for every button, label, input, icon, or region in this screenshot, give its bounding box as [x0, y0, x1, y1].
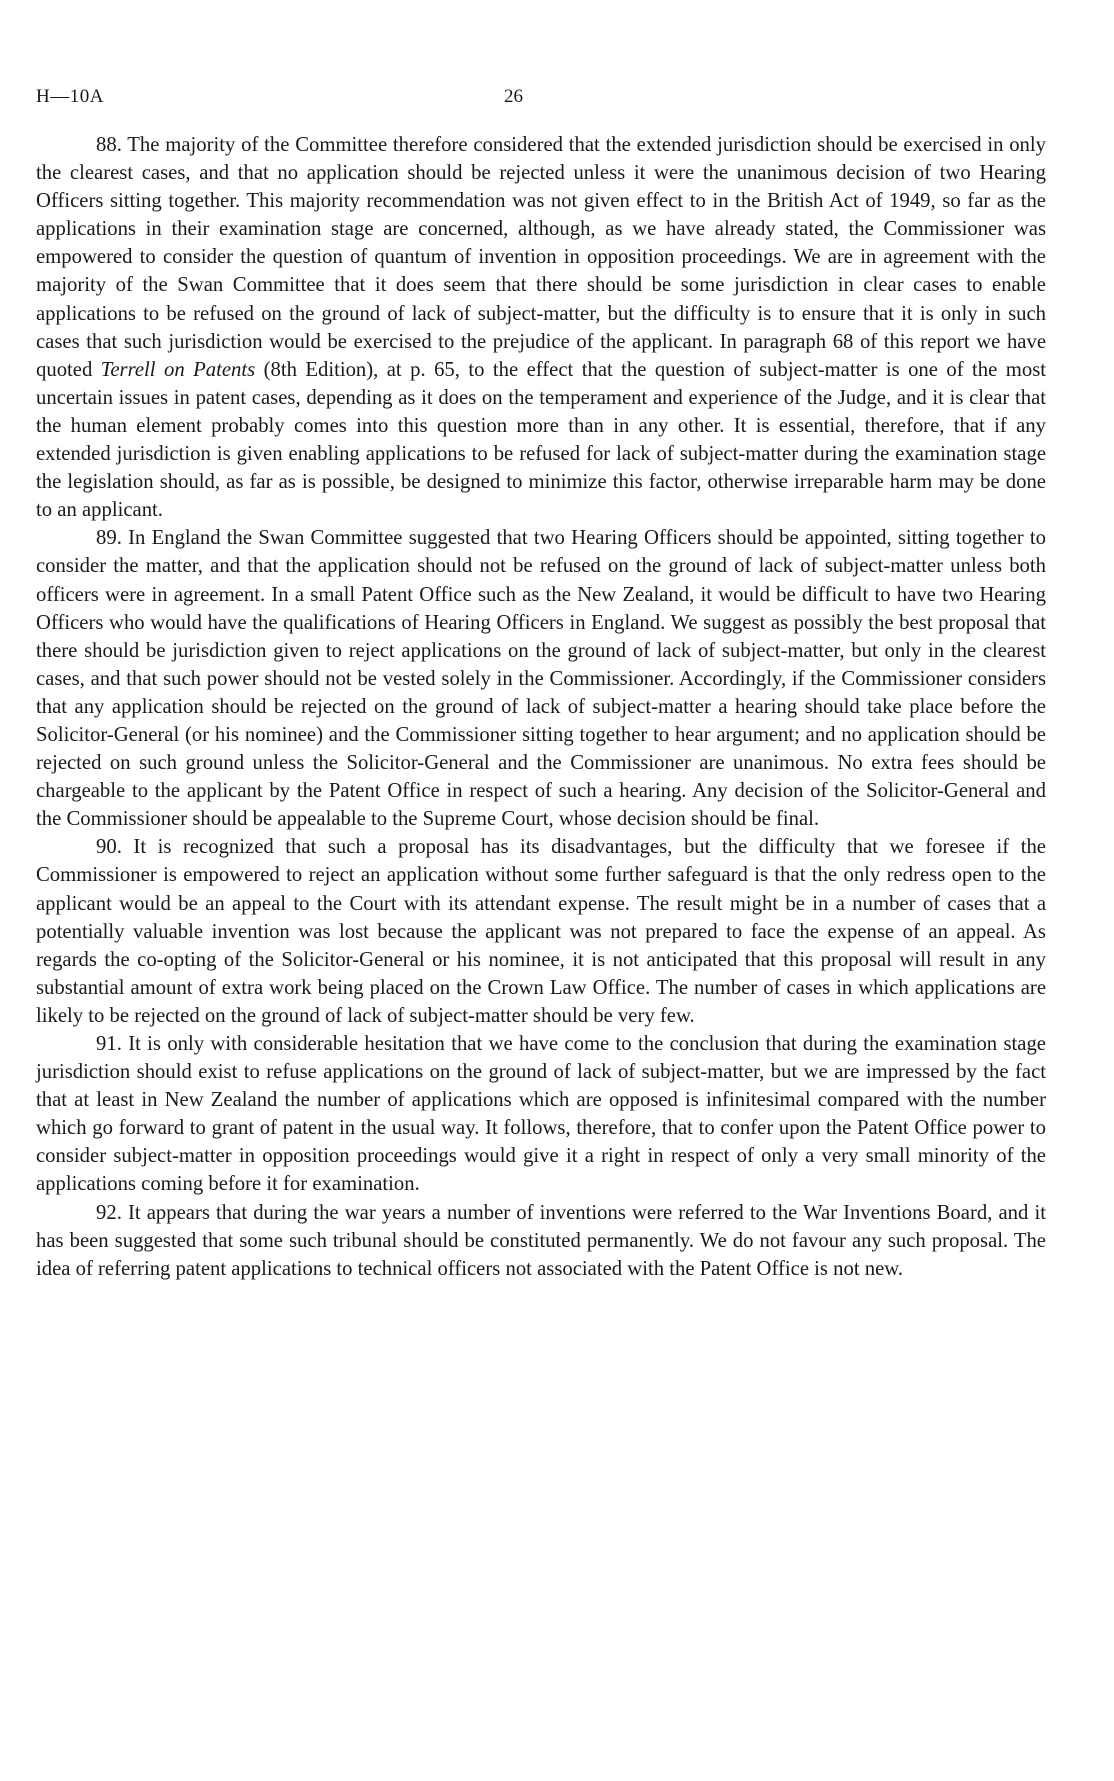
page-number: 26 — [504, 86, 523, 107]
page-header — [36, 86, 1046, 112]
paragraph-text: (8th Edition), at p. 65, to the effect that the question of subject-matter is one of the most uncertain issues in patent cases, depending as it does on the temperament and experience of the Judge, and it is clear that the human element probably comes into this question more than in any other. It is essential, therefore, that if any extended jurisdiction is given enabling applications to be refused for lack of subject-matter during the examination stage the legislation should, as far as is possible, be designed to minimize this factor, otherwise irreparable harm may be done to an applicant. — [36, 358, 1046, 522]
paragraph-89: 89. In England the Swan Committee suggested that two Hearing Officers should be appointed, sitting together to consider the matter, and that the application should not be refused on the ground of lack of subject-matter unless both officers were in agreement. In a small Patent Office such as the New Zealand, it would be difficult to have two Hearing Officers who would have the qualifications of Hearing Officers in England. We suggest as possibly the best proposal that there should be jurisdiction given to reject applications on the ground of lack of subject-matter, but only in the clearest cases, and that such power should not be vested solely in the Commissioner. Accordingly, if the Commissioner considers that any application should be rejected on the ground of lack of subject-matter a hearing should take place before the Solicitor-General (or his nominee) and the Commissioner sitting together to hear argument; and no application should be rejected on such ground unless the Solicitor-General and the Commissioner are unanimous. No extra fees should be chargeable to the applicant by the Patent Office in respect of such a hearing. Any decision of the Solicitor-General and the Commissioner should be appealable to the Supreme Court, whose decision should be final. — [36, 527, 1046, 831]
body-text — [36, 131, 1046, 1283]
italic-citation: Terrell on Patents — [100, 358, 256, 381]
paragraph-90: 90. It is recognized that such a proposal has its disadvantages, but the difficulty that we foresee if the Commissioner is empowered to reject an application without some further safeguard is that the only redress open to the applicant would be an appeal to the Court with its attendant expense. The result might be in a number of cases that a potentially valuable invention was lost because the applicant was not prepared to face the expense of an appeal. As regards the co-opting of the Solicitor-General or his nominee, it is not anticipated that this proposal will result in any substantial amount of extra work being placed on the Crown Law Office. The number of cases in which applications are likely to be rejected on the ground of lack of subject-matter should be very few. — [36, 836, 1046, 1027]
paragraph-88 — [36, 131, 1046, 524]
paragraph-91: 91. It is only with considerable hesitation that we have come to the conclusion that during the examination stage jurisdiction should exist to refuse applications on the ground of lack of subject-matter, but we are impressed by the fact that at least in New Zealand the number of applications which are opposed is infinitesimal compared with the number which go forward to grant of patent in the usual way. It follows, therefore, that to confer upon the Patent Office power to consider subject-matter in opposition proceedings would give it a right in respect of only a very small minority of the applications coming before it for examination. — [36, 1033, 1046, 1196]
paragraph-92: 92. It appears that during the war years a number of inventions were referred to the War Inventions Board, and it has been suggested that some such tribunal should be constituted permanently. We do not favour any such proposal. The idea of referring patent applications to technical officers not associated with the Patent Office is not new. — [36, 1201, 1046, 1280]
paragraph-text: 88. The majority of the Committee therefore considered that the extended jurisdiction should be exercised in only the clearest cases, and that no application should be rejected unless it were the unanimous decision of two Hearing Officers sitting together. This majority recommendation was not given effect to in the British Act of 1949, so far as the applications in their examination stage are concerned, although, as we have already stated, the Commissioner was empowered to consider the question of quantum of invention in opposition proceedings. We are in agreement with the majority of the Swan Committee that it does seem that there should be some jurisdiction in clear cases to enable applications to be refused on the ground of lack of subject-matter, but the difficulty is to ensure that it is only in such cases that such jurisdiction would be exercised to the prejudice of the applicant. In paragraph 68 of this report we have quoted — [36, 134, 1046, 381]
document-id: H—10A — [36, 86, 104, 107]
